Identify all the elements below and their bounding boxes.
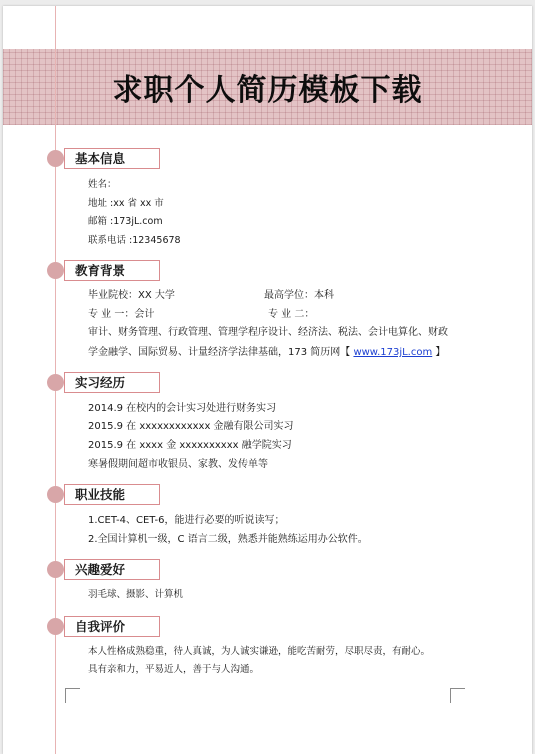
bullet-circle-icon <box>47 561 64 578</box>
skills-line: 1.CET-4、CET-6，能进行必要的听说读写； <box>88 515 285 526</box>
section-heading <box>47 484 157 506</box>
basic-phone-line: 联系电话 :12345678 <box>88 235 181 246</box>
edu-school: 毕业院校：XX 大学 <box>88 290 175 301</box>
basic-name-line: 姓名： <box>88 179 117 190</box>
section-label: 实习经历 <box>64 372 160 393</box>
section-label: 自我评价 <box>64 616 160 637</box>
skills-line: 2.全国计算机一级，C 语言二级，熟悉并能熟练运用办公软件。 <box>88 534 368 545</box>
section-heading <box>47 260 157 282</box>
page-title: 求职个人简历模板下载 <box>112 73 423 108</box>
section-heading <box>47 559 157 581</box>
intern-line: 2014.9 在校内的会计实习处进行财务实习 <box>88 403 277 414</box>
bullet-circle-icon <box>47 374 64 391</box>
bullet-circle-icon <box>47 486 64 503</box>
edu-major-2: 专 业 二： <box>268 309 315 320</box>
edu-major-1: 专 业 一：会计 <box>88 309 155 320</box>
edu-courses-1: 审计、财务管理、行政管理、管理学程序设计、经济法、税法、会计电算化、财政 <box>88 327 448 338</box>
section-heading <box>47 616 157 638</box>
intern-line: 2015.9 在 xxxx 金 xxxxxxxxxx 融学院实习 <box>88 440 292 451</box>
website-link[interactable]: www.173jL.com <box>353 347 433 358</box>
section-label: 基本信息 <box>64 148 160 169</box>
section-label: 兴趣爱好 <box>64 559 160 580</box>
edu-courses-2-text: 学金融学、国际贸易、计量经济学法律基础，173 简历网【 <box>88 347 354 358</box>
section-label: 教育背景 <box>64 260 160 281</box>
basic-email-line: 邮箱 :173jL.com <box>88 216 163 227</box>
eval-line: 本人性格成熟稳重，待人真诚，为人诚实谦逊，能吃苦耐劳，尽职尽责，有耐心。 <box>88 646 431 657</box>
edu-degree: 最高学位：本科 <box>264 290 334 301</box>
bullet-circle-icon <box>47 150 64 167</box>
section-label: 职业技能 <box>64 484 160 505</box>
basic-address-line: 地址 :xx 省 xx 市 <box>88 198 164 209</box>
edu-courses-2 <box>88 346 445 360</box>
intern-line: 2015.9 在 xxxxxxxxxxxx 金融有限公司实习 <box>88 421 294 432</box>
eval-line: 具有亲和力，平易近人，善于与人沟通。 <box>88 664 260 675</box>
edu-courses-2-close: 】 <box>432 347 446 358</box>
intern-line: 寒暑假期间超市收银员、家教、发传单等 <box>88 459 268 470</box>
section-heading <box>47 372 157 394</box>
bullet-circle-icon <box>47 618 64 635</box>
hobby-line: 羽毛球、摄影、计算机 <box>88 589 184 600</box>
document-page <box>3 6 532 754</box>
bullet-circle-icon <box>47 262 64 279</box>
page-corner-mark-right <box>450 688 465 703</box>
section-heading <box>47 148 157 170</box>
page-corner-mark-left <box>65 688 80 703</box>
